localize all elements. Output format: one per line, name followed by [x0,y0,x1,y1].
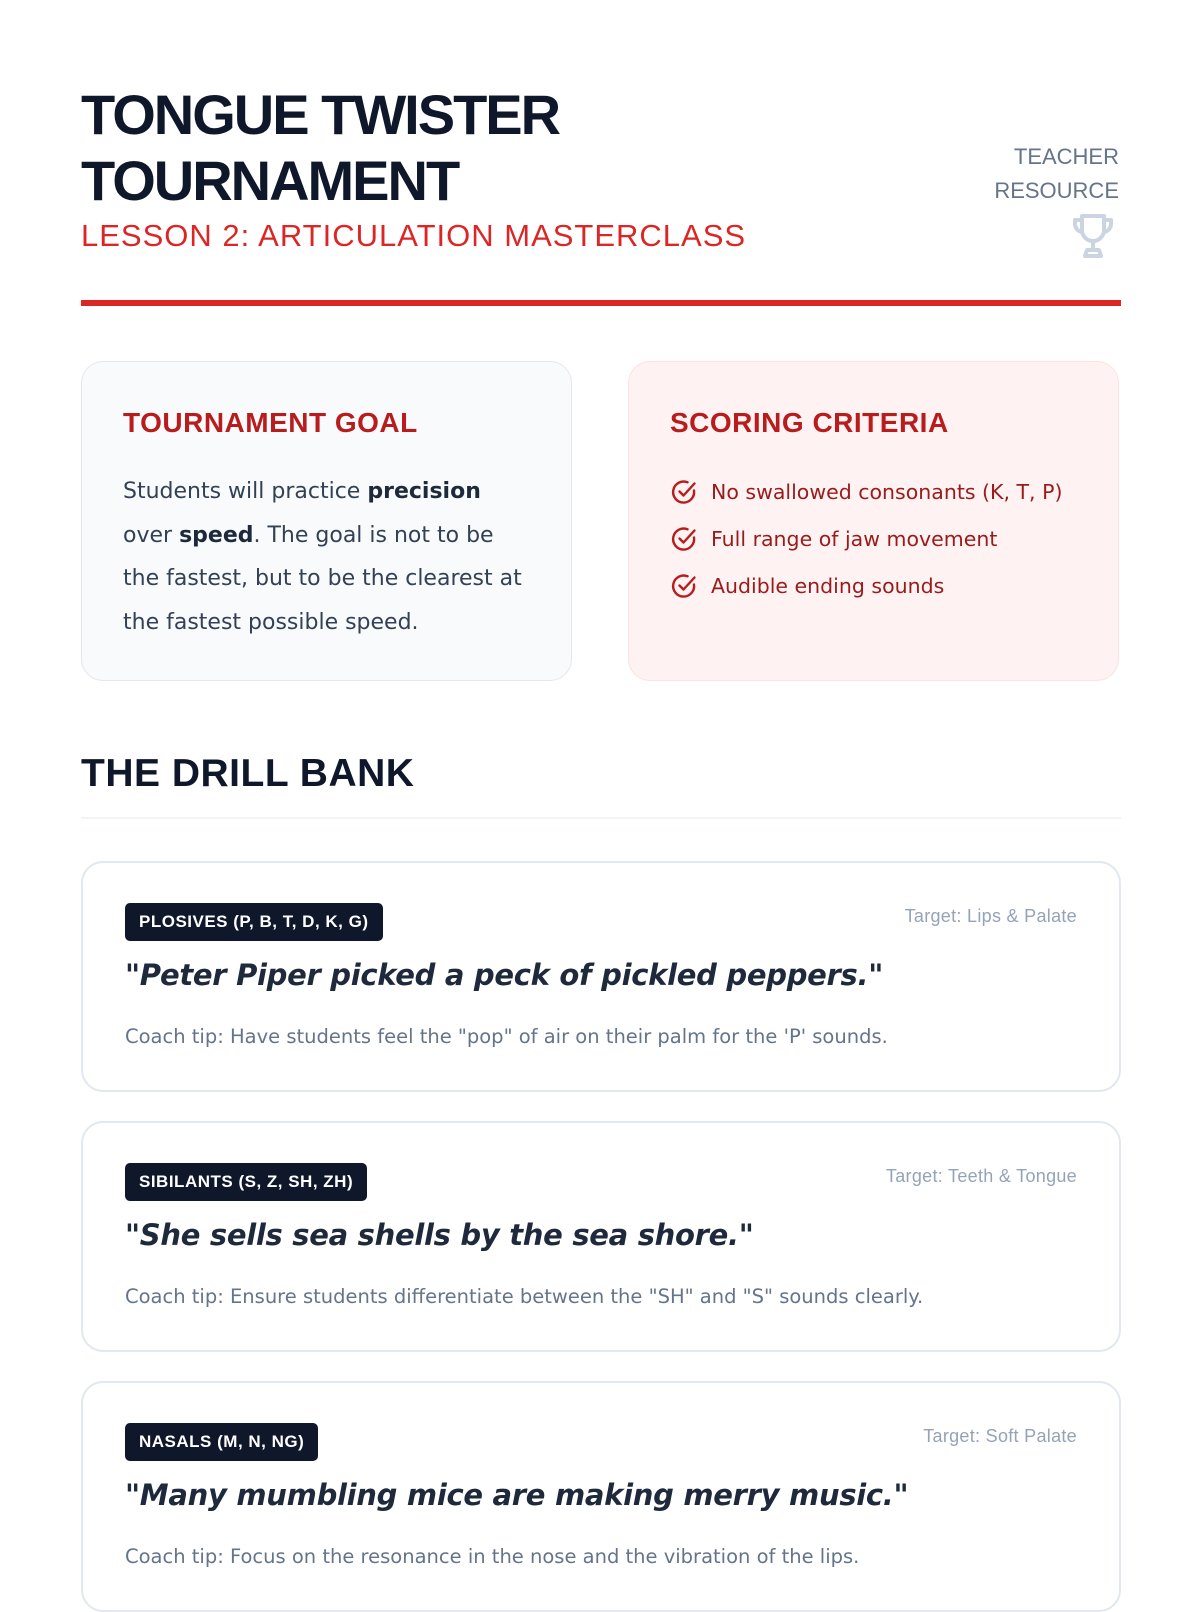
goal-description [123,470,533,644]
drill-target: Target: Lips & Palate [904,906,1077,926]
criteria-label: Full range of jaw movement [711,526,998,551]
drill-card-plosives [81,861,1121,1092]
drill-target: Target: Teeth & Tongue [885,1166,1077,1186]
criteria-item [670,468,1062,515]
lesson-subtitle: LESSON 2: ARTICULATION MASTERCLASS [81,218,747,253]
drill-card-sibilants [81,1121,1121,1352]
drill-bank-heading: THE DRILL BANK [81,752,415,795]
criteria-item [670,515,1062,562]
goal-text-3: . The goal is not to be the fastest, but to be the clearest at the fastest possible speed. [123,522,522,635]
trophy-icon [1067,210,1119,267]
tournament-goal-card [81,361,572,681]
scoring-title: SCORING CRITERIA [670,407,949,438]
drill-coach-tip: Coach tip: Focus on the resonance in the nose and the vibration of the lips. [125,1545,860,1568]
criteria-label: Audible ending sounds [711,573,945,598]
criteria-item [670,562,1062,609]
resource-line-2: RESOURCE [994,178,1119,203]
drill-quote: "Many mumbling mice are making merry music." [125,1478,909,1512]
teacher-resource-label [994,140,1119,267]
drill-card-nasals [81,1381,1121,1612]
page-title-line-1: TONGUE TWISTER [81,83,560,146]
page-title-line-2: TOURNAMENT [81,149,459,212]
resource-line-1: TEACHER [1013,144,1119,169]
goal-emphasis-precision: precision [367,479,481,504]
drill-coach-tip: Coach tip: Ensure students differentiate between the "SH" and "S" sounds clearly. [125,1285,924,1308]
scoring-criteria-card [628,361,1119,681]
criteria-label: No swallowed consonants (K, T, P) [711,479,1063,504]
header-divider [81,300,1121,306]
drill-target: Target: Soft Palate [923,1426,1077,1446]
check-circle-icon [670,478,698,506]
check-circle-icon [670,572,698,600]
drill-quote: "She sells sea shells by the sea shore." [125,1218,754,1252]
drill-category-badge: SIBILANTS (S, Z, SH, ZH) [125,1163,367,1201]
drill-coach-tip: Coach tip: Have students feel the "pop" of air on their palm for the 'P' sounds. [125,1025,888,1048]
goal-text-1: Students will practice [123,479,368,504]
goal-title: TOURNAMENT GOAL [123,407,418,438]
drill-quote: "Peter Piper picked a peck of pickled peppers." [125,958,884,992]
goal-emphasis-speed: speed [179,522,254,548]
drill-category-badge: NASALS (M, N, NG) [125,1423,318,1461]
check-circle-icon [670,525,698,553]
drill-bank-divider [81,817,1121,819]
goal-text-2: over [123,522,180,548]
criteria-list [670,468,1062,609]
drill-category-badge: PLOSIVES (P, B, T, D, K, G) [125,903,383,941]
page-header [81,82,1121,256]
